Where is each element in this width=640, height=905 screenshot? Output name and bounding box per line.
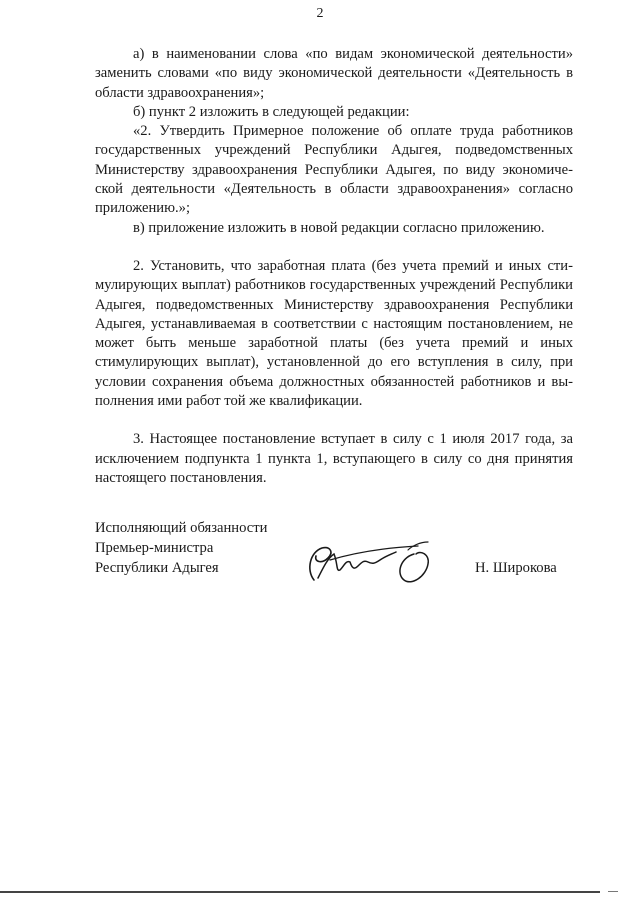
signatory-position	[95, 518, 267, 578]
paragraph-1b: б) пункт 2 изложить в следующей редакции:	[133, 103, 410, 120]
signatory-position-line: Премьер-министра	[95, 540, 214, 556]
signatory-position-line: Республики Адыгея	[95, 560, 219, 576]
signatory-position-line: Исполняющий обязанности	[95, 520, 268, 536]
scan-edge-line	[0, 891, 600, 893]
page-number: 2	[316, 6, 324, 21]
handwritten-signature	[300, 540, 440, 586]
signer-name: Н. Широкова	[475, 560, 557, 576]
paragraph-1b-quote: «2. Утвердить Примерное положение об оплате труда работников государственных учреждений Республики Адыгея, подведомственных Министерству здравоохранения Республики Адыгея, по виду экономической деятельности «Деятельность в области здравоохранения» согласно приложению.»;	[95, 123, 573, 217]
paragraph-1c: в) приложение изложить в новой редакции согласно приложению.	[133, 219, 545, 236]
paragraph-3: 3. Настоящее постановление вступает в силу с 1 июля 2017 года, за исключением подпункта 1 пункта 1, вступающего в силу со дня принятия настоящего постановления.	[95, 431, 573, 486]
paragraph-1a: а) в наименовании слова «по видам экономической деятельности» заменить словами «по виду экономической деятельности «Деятельность в области здравоохранения»;	[95, 46, 573, 101]
document-body	[95, 45, 573, 488]
paragraph-2: 2. Установить, что заработная плата (без учета премий и иных стимулирующих выплат) работников государственных учреждений Республики Адыгея, подведомственных Министерству здравоохранения Республики Адыгея, устанавливаемая в соответствии с настоящим постановлением, не может быть меньше заработной платы (без учета премий и иных стимулирующих выплат), установленной до его вступления в силу, при условии сохранения объема должностных обязанностей работников и выполнения ими работ той же квалификации.	[95, 257, 573, 410]
scan-edge-mark	[608, 891, 618, 892]
